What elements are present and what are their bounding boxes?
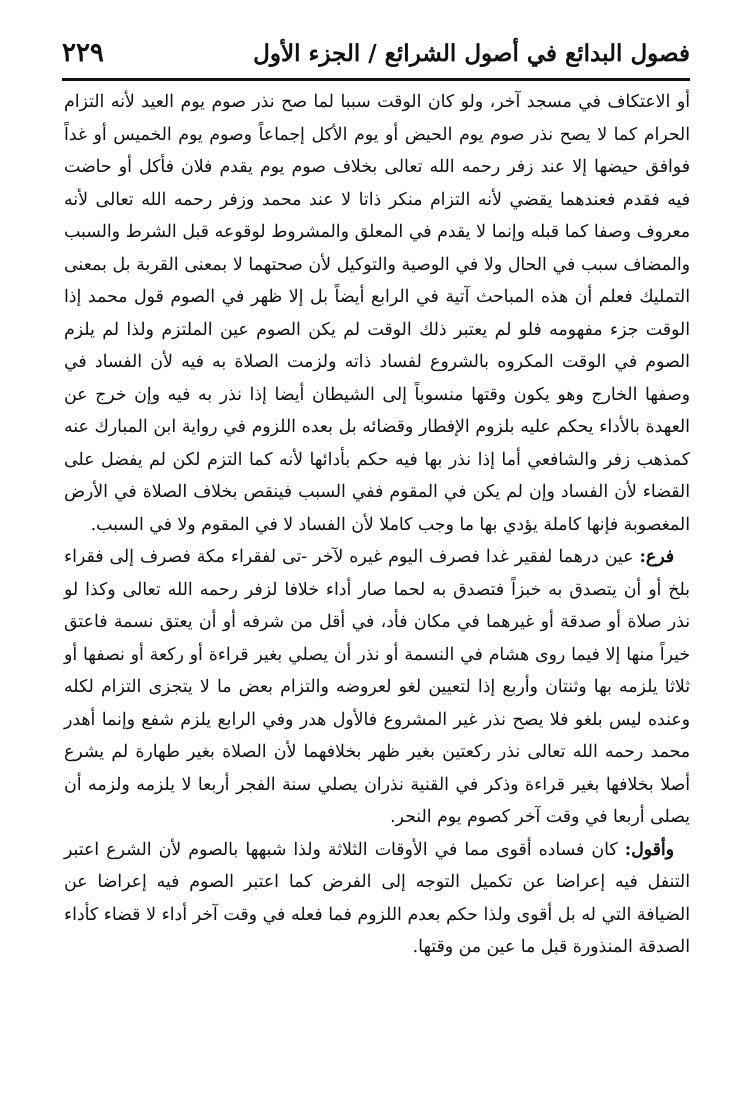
body-text: [64, 86, 690, 964]
page-number: ٢٢٩: [62, 38, 104, 68]
paragraph-3: [64, 834, 690, 964]
paragraph-2: [64, 541, 690, 834]
paragraph-1-text: أو الاعتكاف في مسجد آخر، ولو كان الوقت سببا لما صح نذر صوم يوم العيد لأنه التزام الحرام كما لا يصح نذر صوم يوم الحيض أو يوم الأكل إجماعاً وصوم يوم الخميس أو غداً فوافق حيضها إلا عند زفر رحمه الله تعالى بخلاف صوم يوم يقدم فلان فأكل أو حاضت فيه فقدم فعندهما يقضي لأنه التزام منكر ذاتا لا عند محمد وزفر رحمه الله تعالى لأنه معروف وصفا كما قبله وإنما لا يقدم في المعلق والمشروط لوقوعه قبل الشرط والسبب والمضاف سبب في الحال ولا في الوصية والتوكيل لأن صحتهما لا بمعنى القربة بل بمعنى التمليك فعلم أن هذه المباحث آتية في الرابع أيضاً بل إلا ظهر في الصوم قول محمد إذا الوقت جزء مفهومه فلو لم يعتبر ذلك الوقت لم يكن الصوم عين الملتزم ولذا لم يلزم الصوم في الوقت المكروه بالشروع لفساد ذاته ولزمت الصلاة به فيه لأن الفساد في وصفها الخارج وهو يكون وقتها منسوباً إلى الشيطان أيضا إذا نذر به فيه وإن خرج عن العهدة بالأداء يحكم عليه بلزوم الإفطار وقضائه بل بعده اللزوم في رواية ابن المبارك عنه كمذهب زفر والشافعي أما إذا نذر بها فيه حكم بأدائها لأنه كما التزم لكن لم يفضل على القضاء لأن الفساد وإن لم يكن في المقوم ففي السبب فينقص بخلاف الصلاة في الأرض المغصوبة فإنها كاملة يؤدي بها ما وجب كاملا لأن الفساد لا في المقوم ولا في السبب.: [64, 92, 690, 535]
header-rule: [62, 78, 690, 81]
paragraph-3-text: كان فساده أقوى مما في الأوقات الثلاثة ولذا شبهها بالصوم لأن الشرع اعتبر التنفل فيه إعراضا عن تكميل التوجه إلى الفرض كما اعتبر الصوم فيه إعراضا عن الضيافة التي له بل أقوى ولذا حكم بعدم اللزوم فما فعله في وقت آخر أداء لا قضاء كأداء الصدقة المنذورة قبل ما عين من وقتها.: [64, 839, 690, 957]
paragraph-2-text: عين درهما لفقير غدا فصرف اليوم غيره لآخر -تى لفقراء مكة فصرف إلى فقراء بلخ أو أن يتصدق به خبزاً فتصدق به لحما صار أداء خلافا لزفر رحمه الله تعالى وكذا لو نذر صلاة أو صدقة أو غيرهما في مكان فأد، في أقل من شرفه أو أن يعتق نسمة فاعتق خيراً منها إلا فيما روى هشام في النسمة أو نذر أن يصلي بغير قراءة أو ركعة أو نصفها أو ثلاثا يلزمه بها وثنتان وأربع إذا لتعيين لغو لعروضه والتزام بعض ما لا يتجزى التزام لكله وعنده ليس بلغو فلا يصح نذر غير المشروع فالأول هدر وفي الرابع يلزم شفع وإنما أهدر محمد رحمه الله تعالى نذر ركعتين بغير ظهر بخلافهما لأن الصلاة بغير طهارة لم يشرع أصلا بخلافها بغير قراءة وذكر في القنية نذران يصلي سنة الفجر أربعا لا يلزمه ولزمه أن يصلى أربعا في وقت آخر كصوم يوم النحر.: [64, 547, 690, 827]
paragraph-2-lead: فرع:: [639, 547, 674, 567]
running-title: فصول البدائع في أصول الشرائع / الجزء الأول: [253, 40, 690, 67]
paragraph-3-lead: وأقول:: [624, 839, 674, 860]
page-header: [62, 34, 690, 74]
paragraph-1: [64, 86, 690, 541]
